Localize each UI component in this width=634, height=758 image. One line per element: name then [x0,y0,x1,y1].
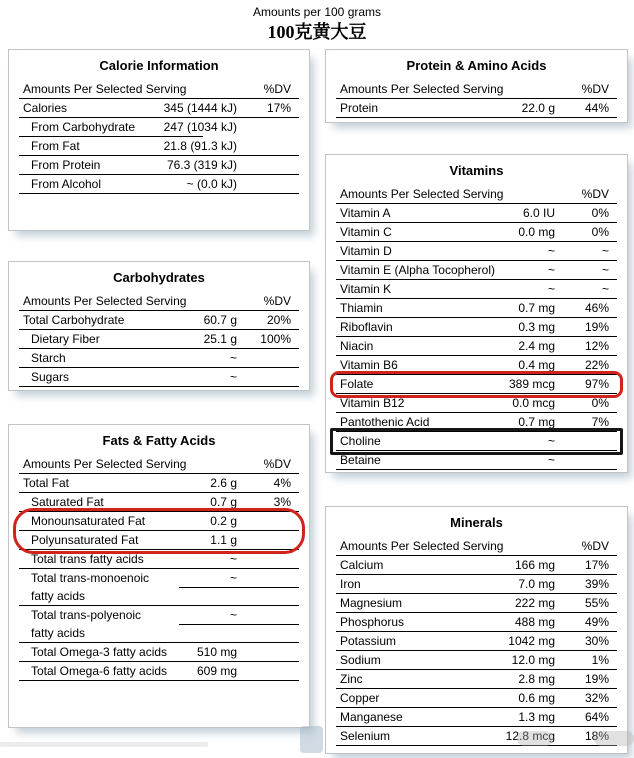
nutrient-amount: 12.0 mg [511,653,555,667]
nutrient-label: Total trans fatty acids [31,552,144,566]
nutrient-amount: 0.7 mg [518,415,555,429]
serving-size-label: Amounts per 100 grams [252,5,382,19]
header-dv-label: %DV [581,82,609,96]
nutrient-label: Total Carbohydrate [23,313,125,327]
nutrient-dv: 97% [584,377,609,391]
nutrient-amount: 1.1 g [210,533,237,547]
nutrient-dv: 19% [584,672,609,686]
nutrient-label: Calories [23,101,68,115]
nutrient-dv: ~ [601,263,609,277]
nutrient-panel [325,154,628,473]
header-dv-label: %DV [263,294,291,308]
nutrient-row [19,662,299,681]
nutrient-dv: 20% [266,313,291,327]
nutrient-label: From Alcohol [31,177,102,191]
nutrient-amount: 222 mg [514,596,555,610]
nutrient-row [336,575,617,594]
nutrient-dv: 12% [584,339,609,353]
nutrient-label: From Carbohydrate [31,120,136,134]
header-label: Amounts Per Selected Serving [340,187,504,201]
nutrient-row [19,569,299,606]
header-dv-label: %DV [263,82,291,96]
nutrient-row [336,394,617,413]
nutrient-label: Niacin [340,339,374,353]
nutrient-amount: 7.0 mg [518,577,555,591]
nutrient-label: Pantothenic Acid [340,415,430,429]
nutrient-label: Vitamin A [340,206,391,220]
nutrient-label: Riboflavin [340,320,393,334]
nutrient-amount: 345 (1444 kJ) [163,101,237,115]
nutrient-label: Monounsaturated Fat [31,514,146,528]
nutrient-amount: 389 mcg [508,377,555,391]
panel-header-row [336,80,617,99]
panel-title: Fats & Fatty Acids [102,433,216,448]
nutrient-row [336,99,617,118]
nutrient-row [19,118,299,137]
nutrient-amount: ~ [547,244,555,258]
panel-rows [336,204,617,470]
nutrient-amount: 1042 mg [508,634,555,648]
nutrient-label: Total Fat [23,476,70,490]
nutrient-row [336,689,617,708]
panel-columns [0,49,634,754]
nutrient-amount: 6.0 IU [522,206,555,220]
nutrient-label: Total trans-polyenoic fatty acids [31,608,142,640]
nutrient-dv: 0% [591,225,609,239]
nutrient-amount: 22.0 g [521,101,555,115]
nutrient-row [336,727,617,746]
nutrient-amount: 0.6 mg [518,691,555,705]
nutrient-row [336,594,617,613]
nutrient-label: Potassium [340,634,397,648]
nutrient-amount: 60.7 g [203,313,237,327]
nutrient-amount: 0.0 mg [518,225,555,239]
nutrient-amount: 609 mg [196,664,237,678]
header-dv-label: %DV [581,539,609,553]
nutrient-row [19,493,299,512]
nutrient-label: Iron [340,577,361,591]
nutrient-amount: 76.3 (319 kJ) [166,158,237,172]
nutrient-amount: 0.7 mg [518,301,555,315]
nutrient-panel [325,49,628,123]
nutrient-row [336,204,617,223]
nutrient-label: Vitamin B12 [340,396,405,410]
nutrient-row [19,606,299,643]
nutrient-label: Total Omega-3 fatty acids [31,645,168,659]
nutrient-row [19,137,299,156]
nutrient-amount: ~ (0.0 kJ) [186,177,237,191]
nutrient-dv: 22% [584,358,609,372]
nutrient-row [336,708,617,727]
panel-rows [19,311,299,387]
nutrient-panel [325,506,628,754]
nutrient-amount: 0.0 mcg [512,396,555,410]
nutrient-row [336,613,617,632]
panel-header-row [336,537,617,556]
nutrient-row [336,432,617,451]
nutrient-label: Vitamin D [340,244,392,258]
nutrient-panel [8,261,310,391]
panel-title: Protein & Amino Acids [406,58,547,73]
nutrient-label: Thiamin [340,301,383,315]
nutrient-row [336,299,617,318]
nutrient-amount: 0.2 g [210,514,237,528]
nutrient-row [19,550,299,569]
panel-rows [336,99,617,118]
nutrient-label: Copper [340,691,380,705]
nutrient-amount: 21.8 (91.3 kJ) [163,139,237,153]
nutrient-dv: 55% [584,596,609,610]
panel-rows [19,99,299,194]
header-label: Amounts Per Selected Serving [340,82,504,96]
nutrient-dv: 46% [584,301,609,315]
nutrient-dv: 30% [584,634,609,648]
nutrient-label: Zinc [340,672,363,686]
nutrient-dv: 17% [584,558,609,572]
nutrient-row [19,156,299,175]
nutrient-label: Phosphorus [340,615,405,629]
nutrient-label: Manganese [340,710,403,724]
nutrient-label: Vitamin B6 [340,358,398,372]
nutrient-dv: 19% [584,320,609,334]
nutrient-amount: ~ [547,263,555,277]
nutrient-row [19,474,299,493]
nutrient-dv: 64% [584,710,609,724]
nutrient-label: Total trans-monoenoic fatty acids [31,571,150,603]
nutrient-row [336,318,617,337]
nutrient-label: Vitamin K [340,282,392,296]
nutrient-label: Choline [340,434,381,448]
nutrient-dv: 32% [584,691,609,705]
panel-header-row [336,185,617,204]
nutrient-dv: 39% [584,577,609,591]
page-title: 100克黄大豆 [267,22,367,42]
nutrient-row [336,413,617,432]
nutrient-amount: 166 mg [514,558,555,572]
panel-rows [19,474,299,681]
nutrient-dv: ~ [601,244,609,258]
nutrient-amount: 2.6 g [210,476,237,490]
panel-title: Carbohydrates [113,270,205,285]
nutrient-dv: ~ [601,282,609,296]
nutrient-amount: 0.7 g [210,495,237,509]
nutrient-panel [8,49,310,231]
nutrient-dv: 4% [273,476,291,490]
nutrient-row [19,531,299,550]
nutrient-dv: 18% [584,729,609,743]
right-column [325,49,628,754]
nutrient-label: Protein [340,101,379,115]
panel-header-row [19,455,299,474]
nutrient-label: Total Omega-6 fatty acids [31,664,168,678]
nutrient-label: Betaine [340,453,381,467]
nutrient-dv: 0% [591,206,609,220]
left-column [8,49,310,754]
nutrient-amount: 12.8 mcg [505,729,555,743]
nutrient-amount: 247 (1034 kJ) [163,120,237,134]
nutrient-row [19,175,299,194]
nutrient-row [336,451,617,470]
nutrient-row [19,349,299,368]
nutrient-amount: ~ [547,434,555,448]
nutrient-amount: ~ [547,453,555,467]
nutrient-label: Dietary Fiber [31,332,100,346]
nutrient-dv: 0% [591,396,609,410]
nutrient-row [19,643,299,662]
header-label: Amounts Per Selected Serving [23,294,187,308]
nutrient-dv: 17% [266,101,291,115]
nutrient-panel [8,424,310,728]
nutrient-label: Vitamin C [340,225,392,239]
nutrient-row [19,99,299,118]
nutrient-label: Sodium [340,653,381,667]
nutrient-row [336,651,617,670]
nutrient-amount: ~ [229,351,237,365]
nutrient-amount: ~ [229,571,237,585]
nutrient-row [336,375,617,394]
nutrient-label: From Fat [31,139,80,153]
nutrient-label: Folate [340,377,374,391]
nutrient-row [19,512,299,531]
panel-rows [336,556,617,746]
nutrient-row [19,330,299,349]
nutrient-row [19,311,299,330]
nutrient-row [336,261,617,280]
nutrient-row [336,280,617,299]
panel-header-row [19,80,299,99]
nutrient-label: Starch [31,351,66,365]
nutrient-amount: 510 mg [196,645,237,659]
nutrient-amount: ~ [229,552,237,566]
header-label: Amounts Per Selected Serving [23,457,187,471]
nutrient-dv: 49% [584,615,609,629]
nutrient-amount: 2.4 mg [518,339,555,353]
header-dv-label: %DV [581,187,609,201]
nutrient-amount: 2.8 mg [518,672,555,686]
nutrient-row [336,223,617,242]
panel-title: Minerals [450,515,503,530]
nutrient-label: Vitamin E (Alpha Tocopherol) [340,263,495,277]
nutrient-label: Magnesium [340,596,403,610]
nutrient-amount: 25.1 g [203,332,237,346]
header-label: Amounts Per Selected Serving [340,539,504,553]
nutrient-dv: 7% [591,415,609,429]
nutrient-amount: 0.4 mg [518,358,555,372]
nutrient-dv: 100% [260,332,291,346]
panel-title: Calorie Information [99,58,219,73]
nutrient-row [336,337,617,356]
nutrient-amount: 488 mg [514,615,555,629]
nutrient-label: From Protein [31,158,101,172]
nutrient-label: Polyunsaturated Fat [31,533,139,547]
nutrient-row [19,368,299,387]
nutrient-row [336,556,617,575]
header-label: Amounts Per Selected Serving [23,82,187,96]
nutrient-amount: ~ [547,282,555,296]
nutrient-row [336,670,617,689]
nutrient-label: Saturated Fat [31,495,104,509]
nutrient-amount: 1.3 mg [518,710,555,724]
header-dv-label: %DV [263,457,291,471]
panel-header-row [19,292,299,311]
nutrient-dv: 3% [273,495,291,509]
nutrient-label: Sugars [31,370,70,384]
nutrient-amount: ~ [229,608,237,622]
panel-title: Vitamins [449,163,504,178]
nutrient-dv: 44% [584,101,609,115]
nutrient-row [336,632,617,651]
nutrient-label: Calcium [340,558,384,572]
nutrient-dv: 1% [591,653,609,667]
nutrient-label: Selenium [340,729,391,743]
nutrient-row [336,242,617,261]
nutrient-amount: ~ [229,370,237,384]
nutrient-row [336,356,617,375]
nutrient-amount: 0.3 mg [518,320,555,334]
